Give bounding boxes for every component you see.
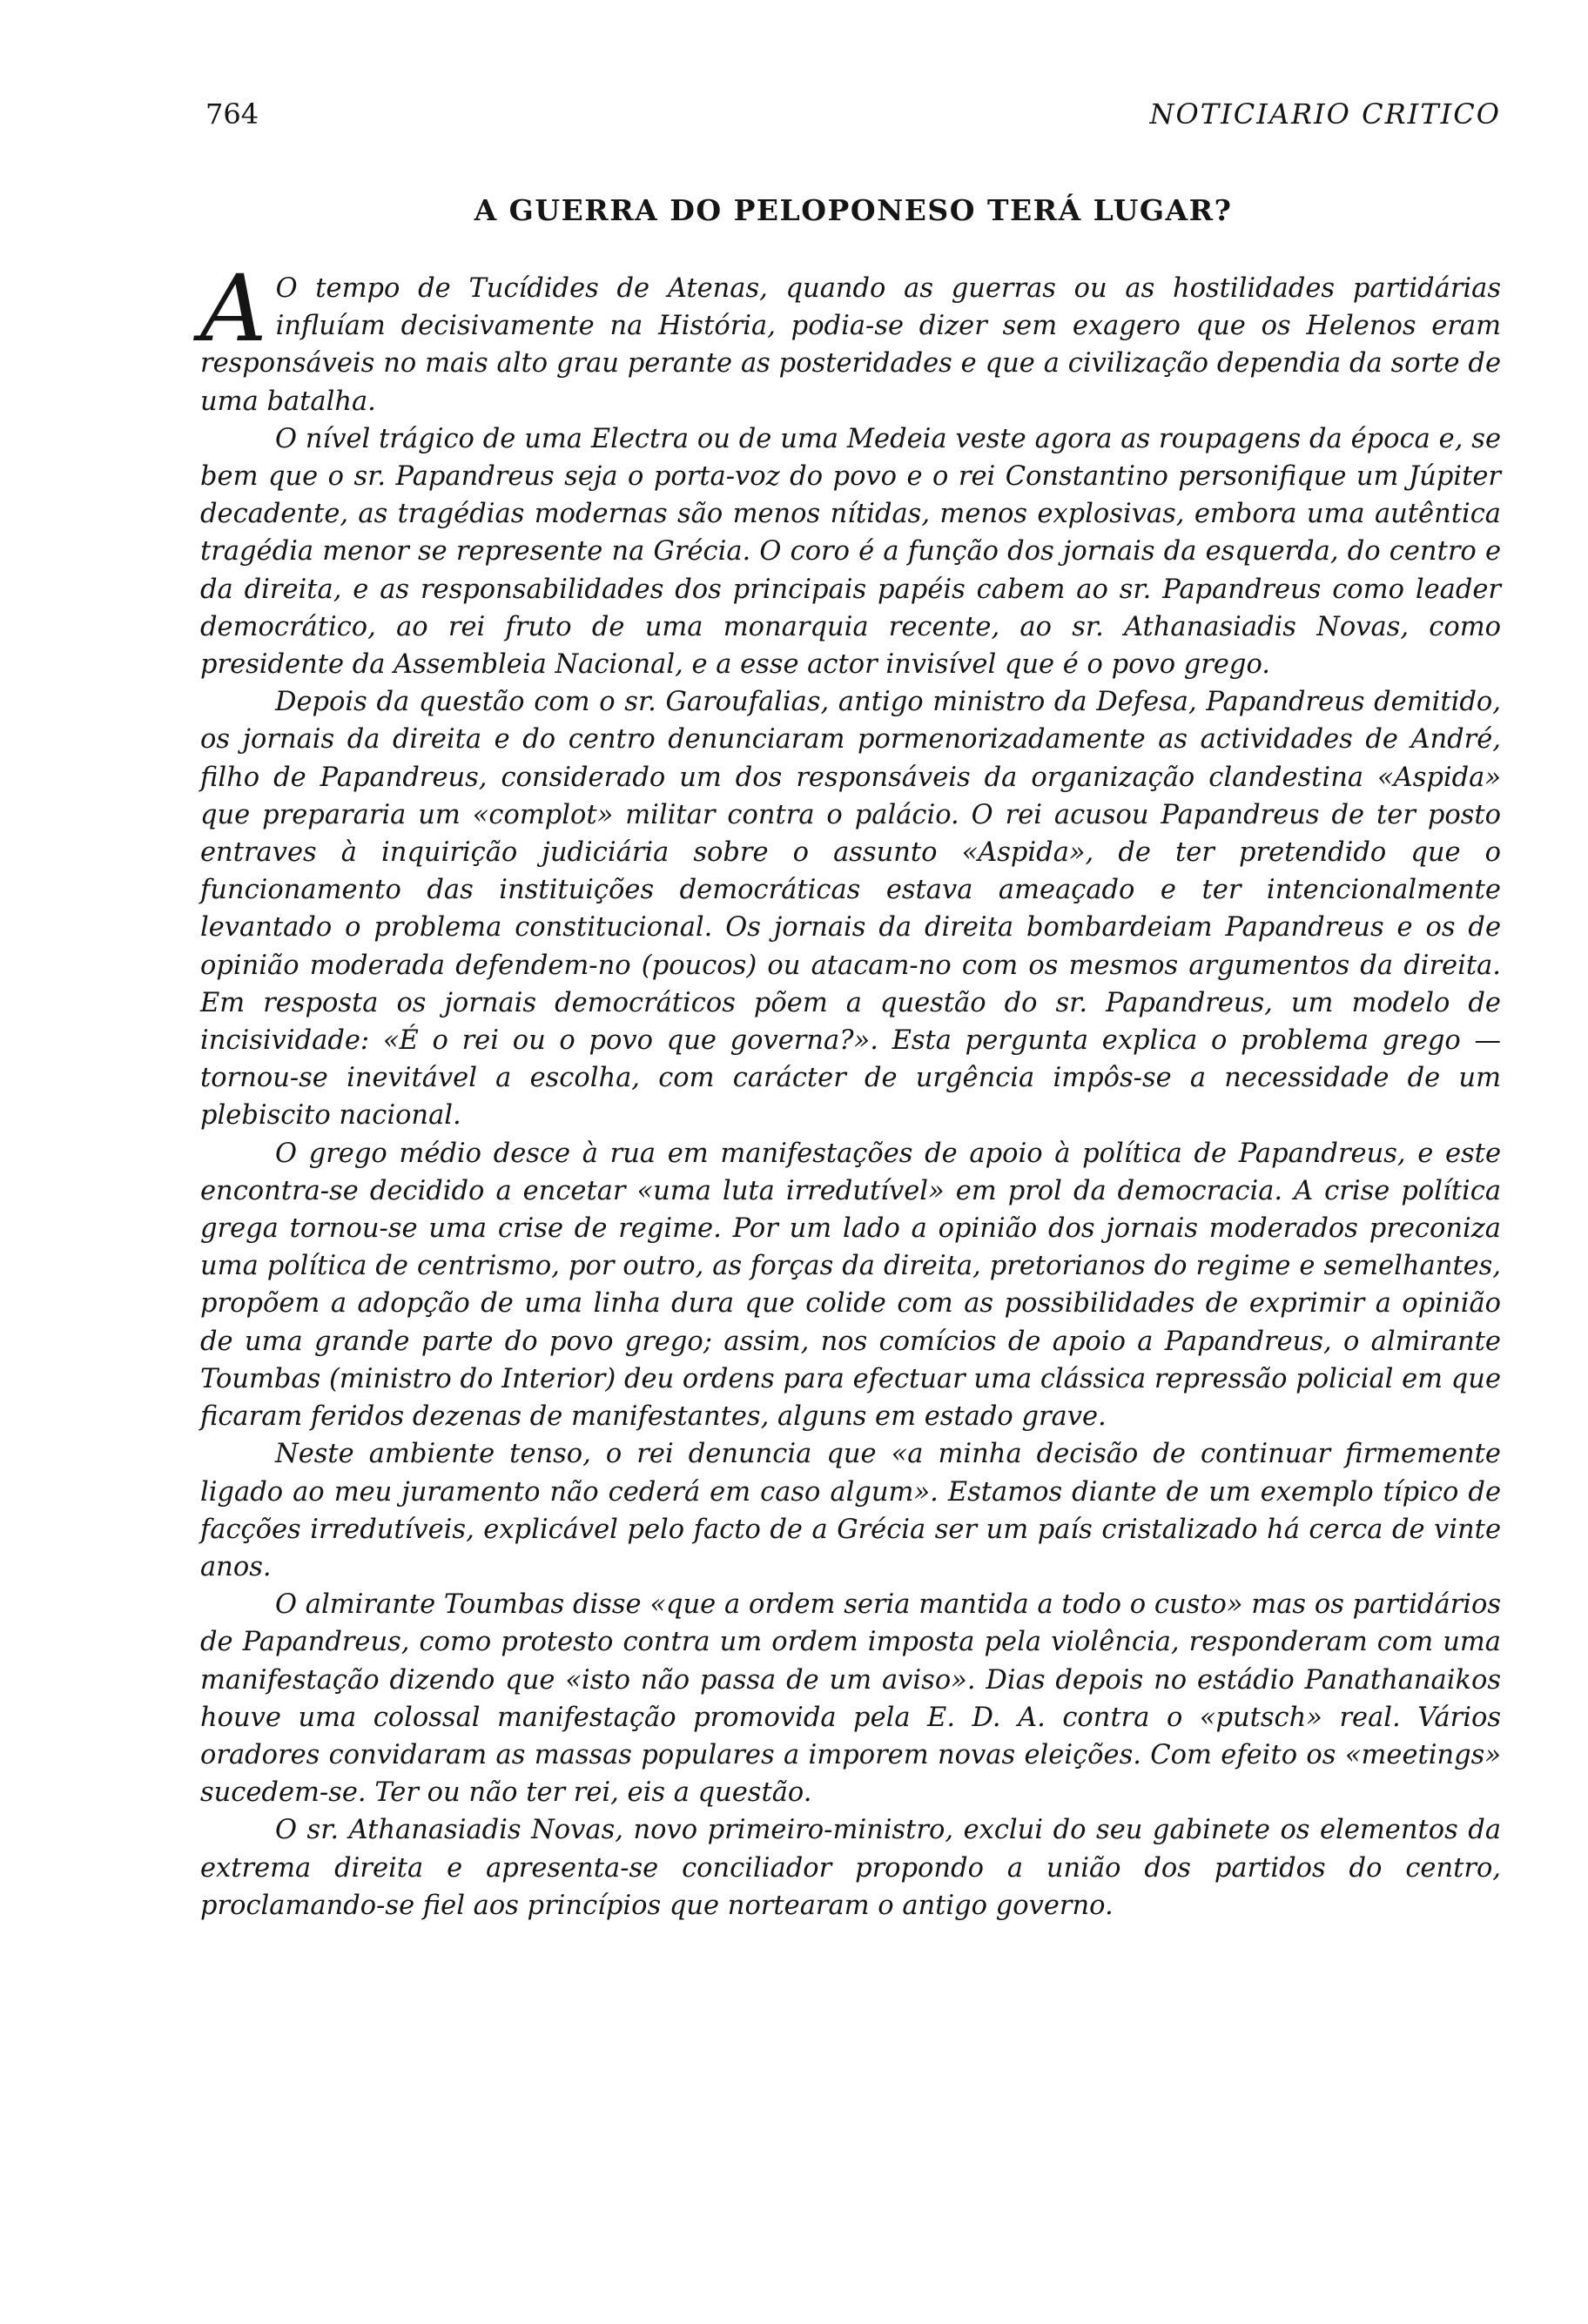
- drop-cap: A: [200, 255, 267, 362]
- paragraph: O almirante Toumbas disse «que a ordem seria mantida a todo o custo» mas os partidários de Papandreus, como protesto contra um ordem imposta pela violência, responderam com uma manifestação dizendo que «isto não passa de um aviso». Dias depois no estádio Panathanaikos houve uma colossal manifestação promovida pela E. D. A. contra o «putsch» real. Vários oradores convidaram as massas populares a imporem novas eleições. Com efeito os «meetings» sucedem-se. Ter ou não ter rei, eis a questão.: [200, 1589, 1501, 1809]
- page-number: 764: [205, 97, 259, 131]
- article-body: [200, 255, 1501, 1924]
- paragraph: Depois da questão com o sr. Garoufalias, antigo ministro da Defesa, Papandreus demitido, os jornais da direita e do centro denunciaram pormenorizadamente as actividades de André, filho de Papandreus, considerado um dos responsáveis da organização clandestina «Aspida» que prepararia um «complot» militar contra o palácio. O rei acusou Papandreus de ter posto entraves à inquirição judiciária sobre o assunto «Aspida», de ter pretendido que o funcionamento das instituições democráticas estava ameaçado e ter intencionalmente levantado o problema constitucional. Os jornais da direita bombardeiam Papandreus e os de opinião moderada defendem-no (poucos) ou atacam-no com os mesmos argumentos da direita. Em resposta os jornais democráticos põem a questão do sr. Papandreus, um modelo de incisividade: «É o rei ou o povo que governa?». Esta pergunta explica o problema grego — tornou-se inevitável a escolha, com carácter de urgência impôs-se a necessidade de um plebiscito nacional.: [200, 687, 1501, 1132]
- article-title: A GUERRA DO PELOPONESO TERÁ LUGAR?: [474, 193, 1233, 227]
- page-header: [205, 97, 1501, 141]
- paragraph: Neste ambiente tenso, o rei denuncia que «a minha decisão de continuar firmemente ligado ao meu juramento não cederá em caso algum». Estamos diante de um exemplo típico de facções irredutíveis, explicável pelo facto de a Grécia ser um país cristalizado há cerca de vinte anos.: [200, 1439, 1501, 1582]
- paragraph-text: O tempo de Tucídides de Atenas, quando as guerras ou as hostilidades partidárias influíam decisivamente na História, podia-se dizer sem exagero que os Helenos eram responsáveis no mais alto grau perante as posteridades e que a civilização dependia da sorte de uma batalha.: [200, 273, 1501, 417]
- paragraph: O sr. Athanasiadis Novas, novo primeiro-ministro, exclui do seu gabinete os elementos da extrema direita e apresenta-se conciliador propondo a união dos partidos do centro, proclamando-se fiel aos princípios que nortearam o antigo governo.: [200, 1815, 1501, 1921]
- paragraph: O grego médio desce à rua em manifestações de apoio à política de Papandreus, e este encontra-se decidido a encetar «uma luta irredutível» em prol da democracia. A crise política grega tornou-se uma crise de regime. Por um lado a opinião dos jornais moderados preconiza uma política de centrismo, por outro, as forças da direita, pretorianos do regime e semelhantes, propõem a adopção de uma linha dura que colide com as possibilidades de exprimir a opinião de uma grande parte do povo grego; assim, nos comícios de apoio a Papandreus, o almirante Toumbas (ministro do Interior) deu ordens para efectuar uma clássica repressão policial em que ficaram feridos dezenas de manifestantes, alguns em estado grave.: [200, 1138, 1501, 1433]
- running-head: NOTICIARIO CRITICO: [1149, 97, 1501, 131]
- paragraph: O nível trágico de uma Electra ou de uma Medeia veste agora as roupagens da época e, se bem que o sr. Papandreus seja o porta-voz do povo e o rei Constantino personifique um Júpiter decadente, as tragédias modernas são menos nítidas, menos explosivas, embora uma autêntica tragédia menor se represente na Grécia. O coro é a função dos jornais da esquerda, do centro e da direita, e as responsabilidades dos principais papéis cabem ao sr. Papandreus como leader democrático, ao rei fruto de uma monarquia recente, ao sr. Athanasiadis Novas, como presidente da Assembleia Nacional, e a esse actor invisível que é o povo grego.: [200, 423, 1501, 681]
- paragraph: [200, 255, 1501, 420]
